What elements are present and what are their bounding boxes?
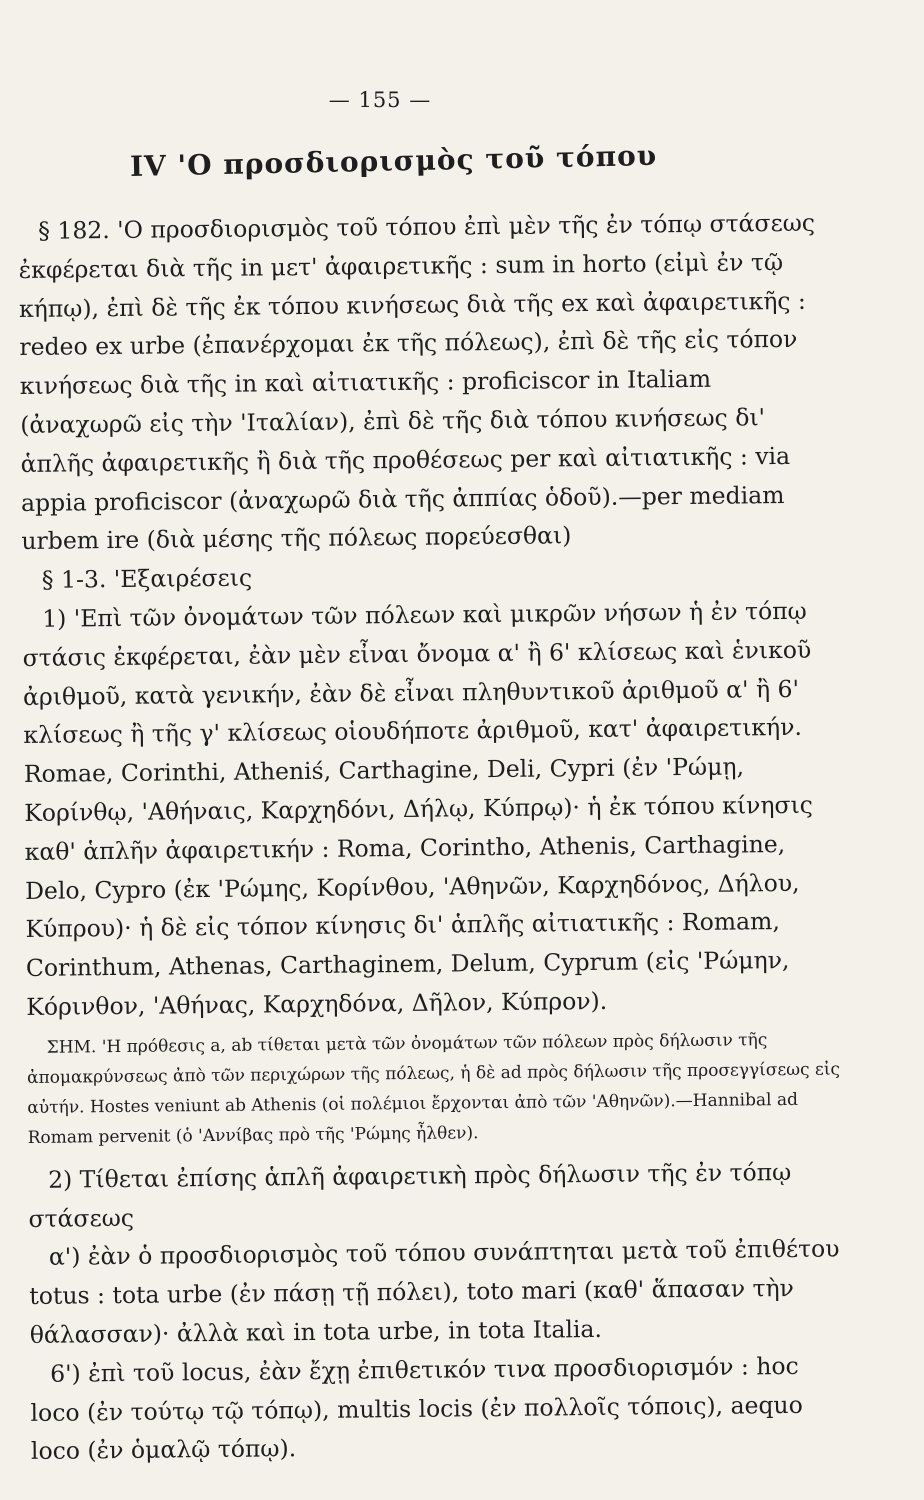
exceptions-title: § 1-3. 'Εξαιρέσεις <box>41 563 253 594</box>
exception-2: 2) Τίθεται ἐπίσης ἁπλῆ ἀφαιρετικὴ πρὸς δήλωσιν τῆς ἐν τόπῳ στάσεως <box>28 1157 792 1233</box>
page-number: — 155 — <box>328 88 432 112</box>
page-body <box>18 203 851 1471</box>
exception-1: 1) 'Επὶ τῶν ὀνομάτων τῶν πόλεων καὶ μικρῶν νήσων ἡ ἐν τόπῳ στάσις ἐκφέρεται, ἐὰν μὲν εἶναι ὄνομα α' ἢ 6' κλίσεως καὶ ἑνικοῦ ἀριθμοῦ, κατὰ γενικήν, ἐὰν δὲ εἶναι πληθυντικοῦ ἀριθμοῦ α' ἢ 6' κλίσεως ἢ τῆς γ' κλίσεως οἱουδήποτε ἀριθμοῦ, κατ' ἀφαιρετικήν. Romae, Corinthi, Atheniś, Carthagine, Deli, Cypri (ἐν 'Ρώμῃ, Κορίνθῳ, 'Αθήναις, Καρχηδόνι, Δήλῳ, Κύπρῳ)· ἡ ἐκ τόπου κίνησις καθ' ἁπλῆν ἀφαιρετικήν : Roma, Corintho, Athenis, Carthagine, Delo, Cypro (ἐκ 'Ρώμης, Κορίνθου, 'Αθηνῶν, Καρχηδόνος, Δήλου, Κύπρου)· ἡ δὲ εἰς τόπον κίνησις δι' ἁπλῆς αἰτιατικῆς : Romam, Corinthum, Athenas, Carthaginem, Delum, Cyprum (εἰς 'Ρώμην, Κόρινθον, 'Αθήνας, Καρχηδόνα, Δῆλον, Κύπρον). <box>22 596 814 1021</box>
note: ΣΗΜ. 'Η πρόθεσις a, ab τίθεται μετὰ τῶν ὀνομάτων τῶν πόλεων πρὸς δήλωσιν τῆς ἀπομακρύνσεως ἀπὸ τῶν περιχώρων τῆς πόλεως, ἡ δὲ ad πρὸς δήλωσιν τῆς προσεγγίσεως εἰς αὐτήν. Hostes veniunt ab Athenis (οἱ πολέμιοι ἔρχονται ἀπὸ τῶν 'Αθηνῶν).—Hannibal ad Romam pervenit (ὁ 'Αννίβας πρὸ τῆς 'Ρώμης ἦλθεν). <box>26 1029 841 1148</box>
paragraph-182: § 182. 'Ο προσδιορισμὸς τοῦ τόπου ἐπὶ μὲν τῆς ἐν τόπῳ στάσεως ἐκφέρεται διὰ τῆς in μετ' ἀφαιρετικῆς : sum in horto (εἰμὶ ἐν τῷ κήπῳ), ἐπὶ δὲ τῆς ἐκ τόπου κινήσεως διὰ τῆς ex καὶ ἀφαιρετικῆς : redeo ex urbe (ἐπανέρχομαι ἐκ τῆς πόλεως), ἐπὶ δὲ τῆς εἰς τόπον κινήσεως διὰ τῆς in καὶ αἰτιατικῆς : proficiscor in Italiam (ἀναχωρῶ εἰς τὴν 'Ιταλίαν), ἐπὶ δὲ τῆς διὰ τόπου κινήσεως δι' ἁπλῆς ἀφαιρετικῆς ἢ διὰ τῆς προθέσεως per καὶ αἰτιατικῆς : via appia proficiscor (ἀναχωρῶ διὰ τῆς ἀππίας ὁδοῦ).—per mediam urbem ire (διὰ μέσης τῆς πόλεως πορεύεσθαι) <box>18 208 816 556</box>
section-heading: IV 'Ο προσδιορισμὸς τοῦ τόπου <box>129 138 658 183</box>
exception-2b: 6') ἐπὶ τοῦ locus, ἐὰν ἔχῃ ἐπιθετικόν τινα προσδιορισμόν : hoc loco (ἐν τούτῳ τῷ τόπῳ), multis locis (ἐν πολλοῖς τόποις), aequo loco (ἐν ὁμαλῷ τόπῳ). <box>30 1351 803 1466</box>
exception-2a: α') ἐὰν ὁ προσδιορισμὸς τοῦ τόπου συνάπτηται μετὰ τοῦ ἐπιθέτου totus : tota urbe (ἐν πάσῃ τῇ πόλει), toto mari (καθ' ἅπασαν τὴν θάλασσαν)· ἀλλὰ καὶ in tota urbe, in tota Italia. <box>29 1234 840 1349</box>
